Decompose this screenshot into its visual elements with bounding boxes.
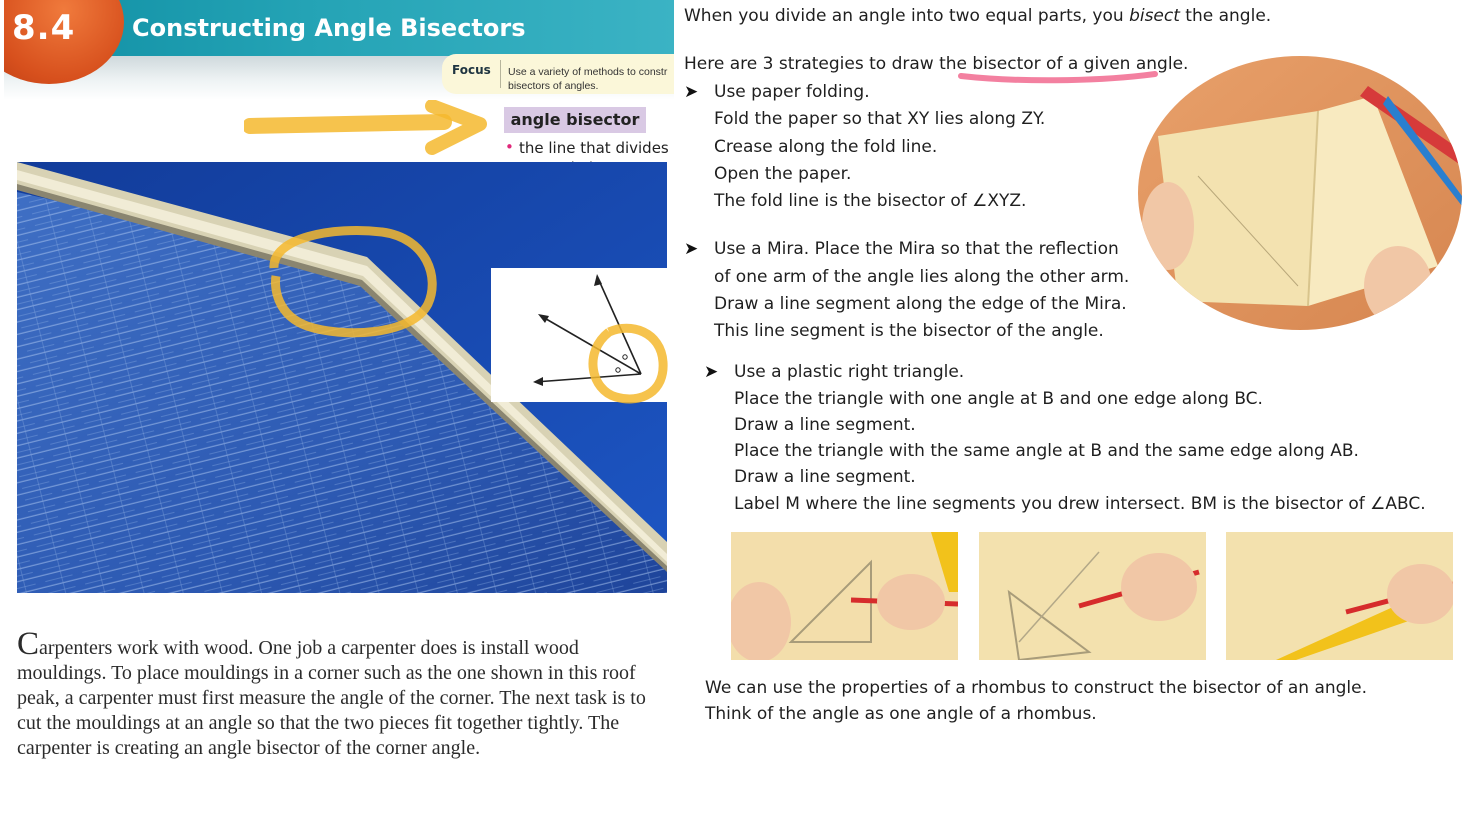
triangle-step-photo-2 (979, 532, 1206, 660)
rhombus-note-line-2: Think of the angle as one angle of a rhombus. (705, 704, 1097, 724)
arrowhead-icon: ➤ (704, 362, 719, 382)
glossary-term: angle bisector (504, 107, 646, 133)
strategy-3-lead: Use a plastic right triangle. (734, 362, 965, 382)
strategy-3-line: Place the triangle with the same angle at B and the same edge along AB. (734, 441, 1359, 461)
carpenter-paragraph: Carpenters work with wood. One job a carpenter does is install wood mouldings. To place mouldings in a corner such as the one shown in this roof peak, a carpenter must first measure the angle of the corner. The next task is to cut the mouldings at an angle so that the two pieces fit together tightly. The carpenter is creating an angle bisector of the corner angle. (17, 626, 646, 759)
focus-label: Focus (452, 63, 491, 77)
strategy-3-line: Place the triangle with one angle at B and one edge along BC. (734, 389, 1263, 409)
arrowhead-icon: ➤ (684, 239, 699, 259)
focus-text: Use a variety of methods to constr bisectors of angles. (508, 66, 668, 92)
strategy-2-lead: Use a Mira. Place the Mira so that the reflection (714, 239, 1119, 259)
glossary-definition-1: • the line that divides (505, 138, 669, 157)
strategy-3-line: Label M where the line segments you drew intersect. BM is the bisector of ∠ABC. (734, 494, 1426, 514)
yellow-arrow-icon (244, 100, 494, 158)
drop-cap: C (17, 626, 40, 662)
triangle-step-photo-1 (731, 532, 958, 660)
strategy-3-line: Draw a line segment. (734, 467, 916, 487)
highlighted-phrase: bisector of a given angle (972, 54, 1184, 74)
strategy-2-line: This line segment is the bisector of the angle. (714, 321, 1104, 341)
highlight-circle (262, 218, 442, 344)
strategy-1-lead: Use paper folding. (714, 82, 870, 102)
strategy-1-line: The fold line is the bisector of ∠XYZ. (714, 191, 1027, 211)
rhombus-note-line-1: We can use the properties of a rhombus to construct the bisector of an angle. (705, 678, 1368, 698)
paper-folding-photo (1138, 56, 1462, 330)
bullet-icon: • (505, 138, 514, 156)
strategy-1-line: Open the paper. (714, 164, 852, 184)
strategy-3-line: Draw a line segment. (734, 415, 916, 435)
strategy-2-line: Draw a line segment along the edge of the Mira. (714, 294, 1127, 314)
angle-bisector-diagram (491, 262, 681, 412)
triangle-step-photo-3 (1226, 532, 1453, 660)
strategy-1-line: Crease along the fold line. (714, 137, 938, 157)
section-title: Constructing Angle Bisectors (132, 14, 526, 42)
focus-divider (500, 60, 501, 88)
intro-line-2: Here are 3 strategies to draw the bisector of a given angle. (684, 54, 1189, 74)
intro-line-1: When you divide an angle into two equal parts, you bisect the angle. (684, 6, 1272, 26)
strategy-2-line: of one arm of the angle lies along the other arm. (714, 267, 1130, 287)
section-number: 8.4 (12, 8, 76, 48)
strategy-1-line: Fold the paper so that XY lies along ZY. (714, 109, 1046, 129)
arrowhead-icon: ➤ (684, 82, 699, 102)
focus-box (442, 54, 674, 94)
